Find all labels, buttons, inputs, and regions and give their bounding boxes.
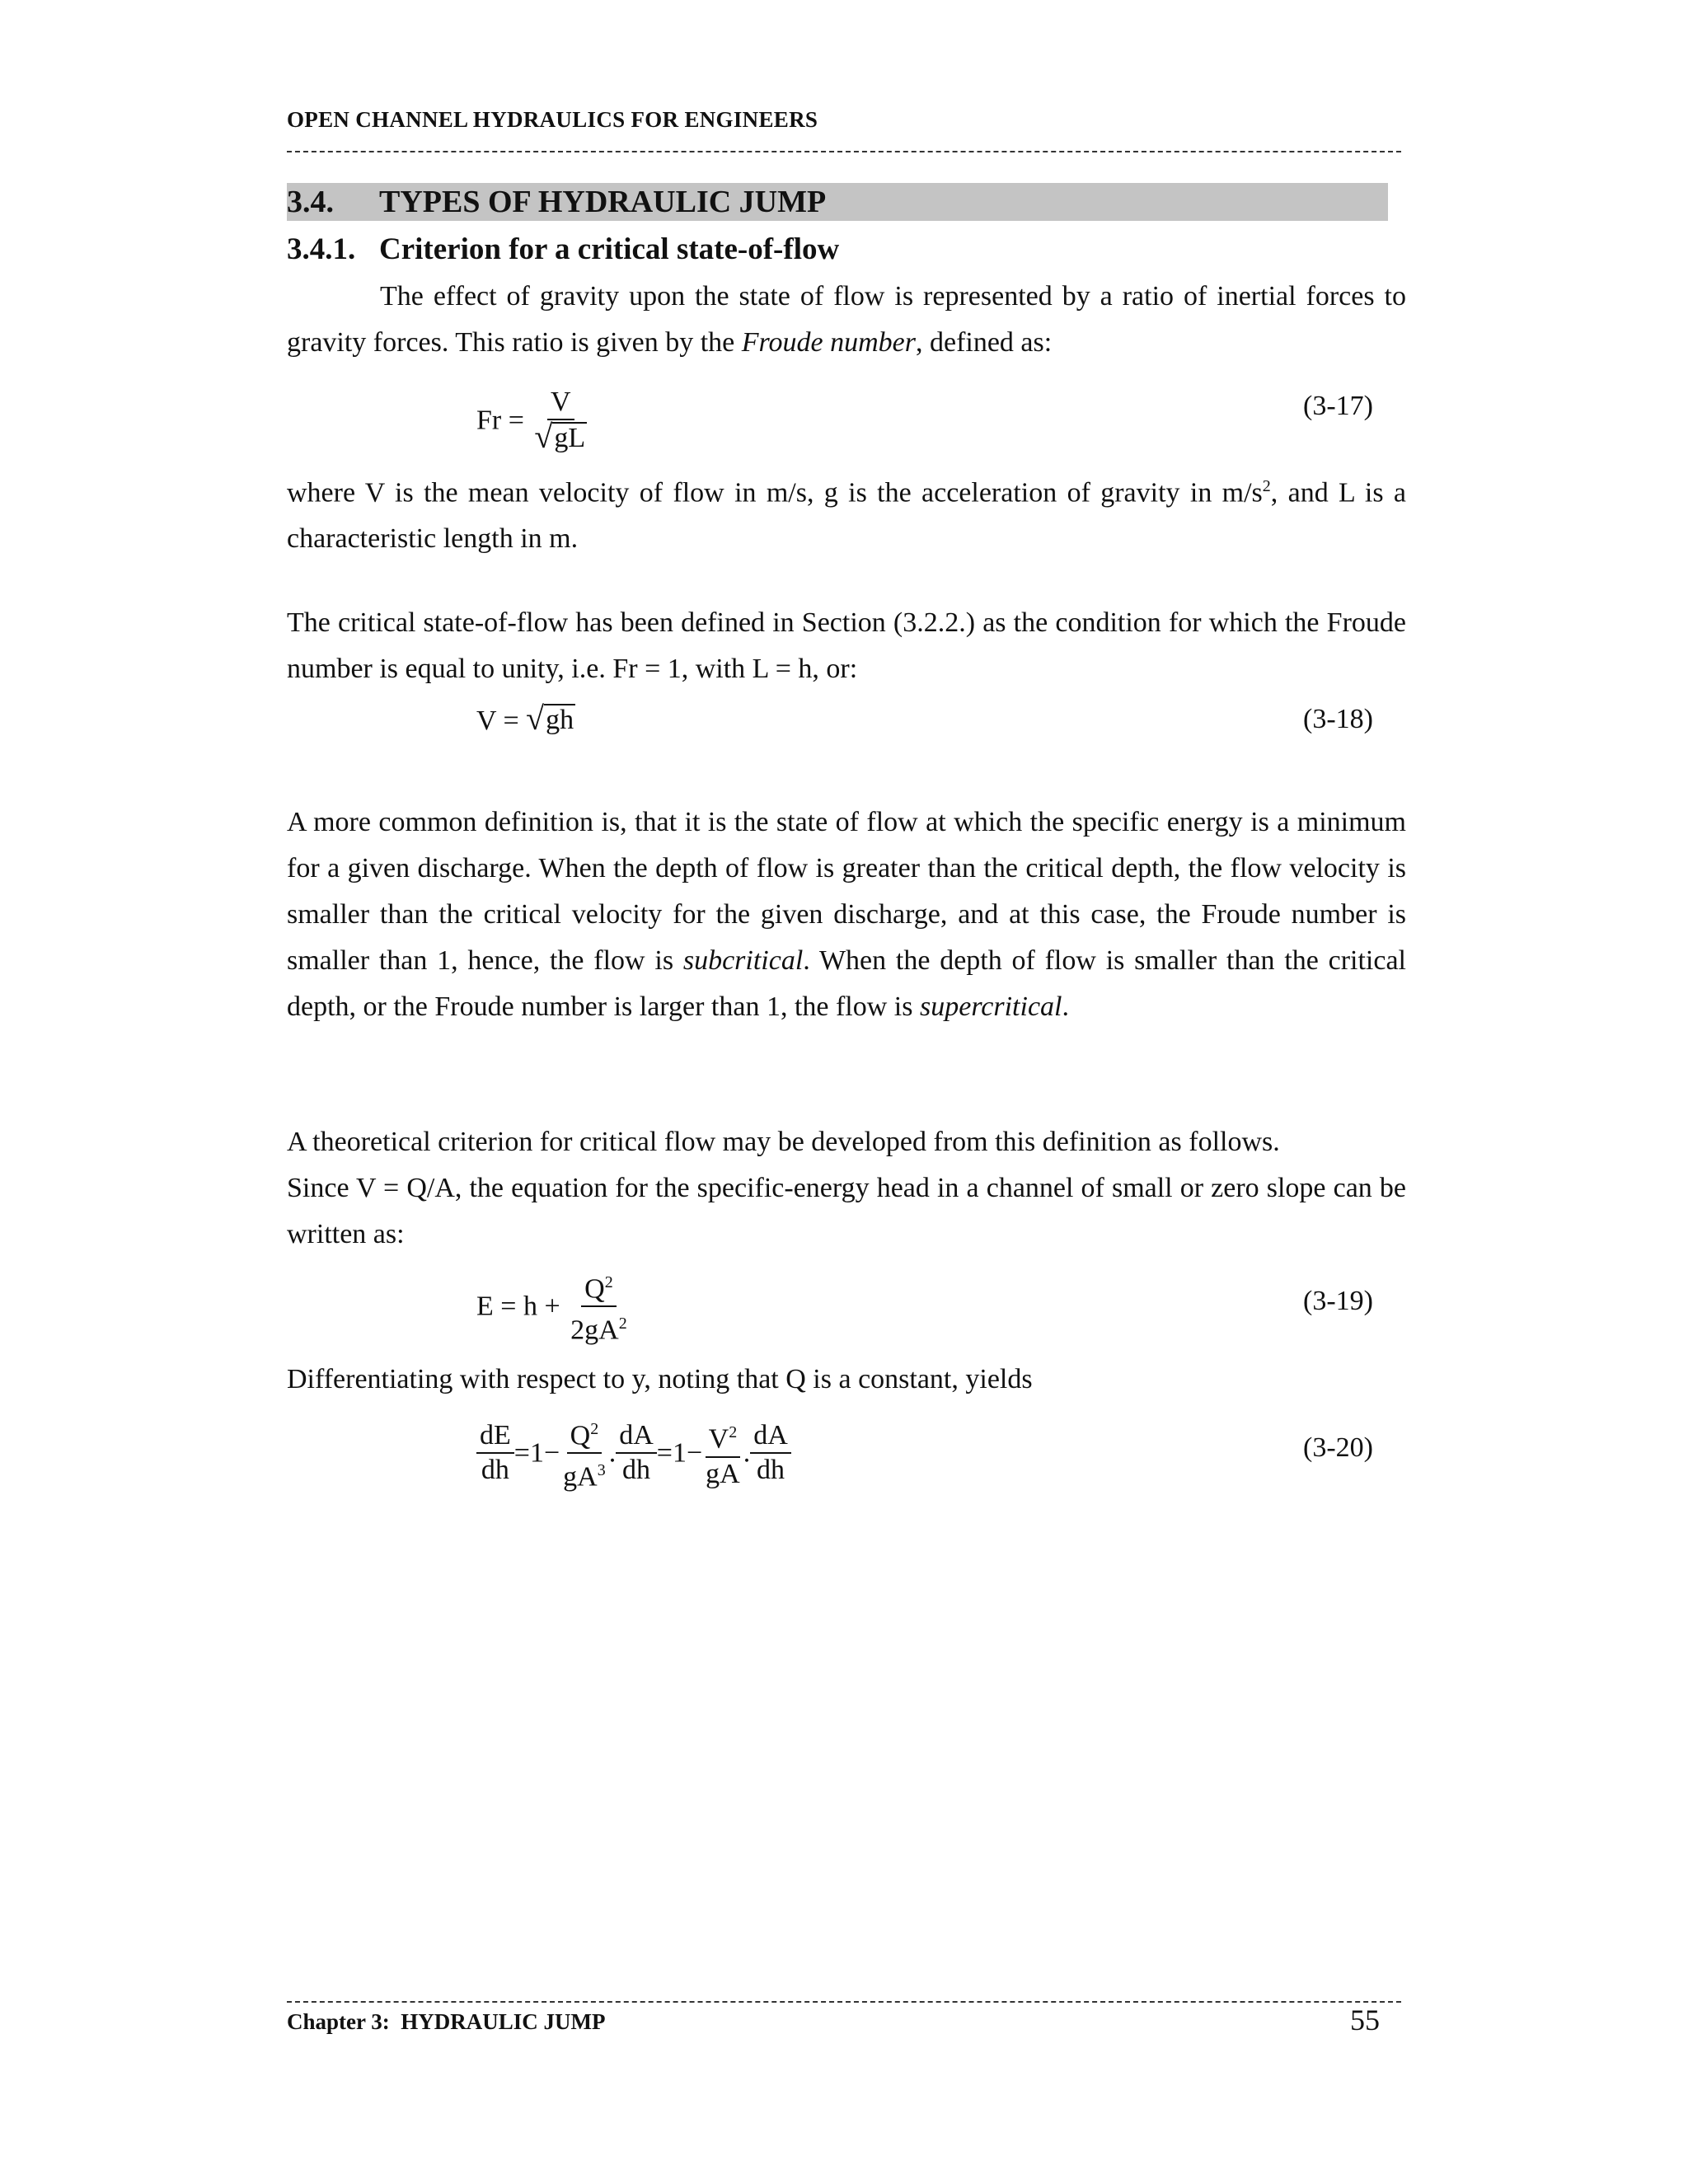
eq17-lhs: Fr = bbox=[476, 405, 524, 436]
para6-text: Differentiating with respect to y, noting that Q is a constant, yields bbox=[287, 1364, 1033, 1394]
para1-text-before: The effect of gravity upon the state of flow is represented by a ratio of inertial forces to gravity forces. This ratio is given by the bbox=[287, 281, 1406, 358]
eq20-f3-den: dh bbox=[621, 1455, 650, 1486]
equation-3-19 bbox=[476, 1266, 631, 1347]
eq20-f1-den: dh bbox=[481, 1455, 509, 1486]
eq18-lhs: V = bbox=[476, 705, 519, 736]
eq19-num-sup: 2 bbox=[604, 1273, 613, 1291]
eq20-f2-den bbox=[560, 1454, 609, 1493]
eq20-f2-den-sup: 3 bbox=[597, 1461, 606, 1480]
paragraph-theoretical-criterion bbox=[287, 1119, 1406, 1258]
eq20-fraction-dA-dh bbox=[616, 1419, 657, 1487]
eq20-f1-num: dE bbox=[476, 1419, 514, 1454]
equation-label-3-17: (3-17) bbox=[1303, 391, 1373, 421]
eq20-f4-num bbox=[706, 1416, 741, 1457]
para4-text-a: A more common definition is, that it is the state of flow at which the specific energy is a minimum for a given discharge. When the depth of flow is greater than the critical depth, the flow velocity is smaller than the critical velocity for the given discharge, and at this case, the Froude number is smaller than 1, hence, the flow is bbox=[287, 807, 1406, 976]
eq19-numerator bbox=[581, 1266, 617, 1307]
froude-number-term: Froude number bbox=[741, 327, 916, 358]
sqrt-symbol: √ gL bbox=[534, 418, 586, 455]
para5-line2: Since V = Q/A, the equation for the specific-energy head in a channel of small or zero slope can be written as: bbox=[287, 1173, 1406, 1249]
eq20-f5-den: dh bbox=[756, 1455, 785, 1486]
eq20-f2-num-sup: 2 bbox=[590, 1420, 599, 1438]
eq20-dot-2: . bbox=[743, 1437, 751, 1469]
para2-text-after: , and L is a characteristic length in m. bbox=[287, 477, 1406, 555]
section-number: 3.4. bbox=[287, 185, 334, 219]
eq18-radicand: gh bbox=[546, 705, 574, 735]
eq19-den-sup: 2 bbox=[618, 1315, 627, 1333]
para3-text: The critical state-of-flow has been defined in Section (3.2.2.) as the condition for which the Froude number is equal to unity, i.e. Fr = 1, with L = h, or: bbox=[287, 607, 1406, 684]
eq19-lhs: E = h + bbox=[476, 1291, 560, 1322]
eq17-denominator bbox=[531, 420, 590, 456]
eq17-numerator: V bbox=[547, 386, 574, 420]
eq17-radicand: gL bbox=[554, 423, 586, 453]
paragraph-froude-intro bbox=[287, 274, 1406, 366]
paragraph-common-definition bbox=[287, 799, 1406, 1030]
eq17-fraction bbox=[531, 386, 590, 456]
eq20-f4-num-base: V bbox=[708, 1423, 729, 1455]
section-title: TYPES OF HYDRAULIC JUMP bbox=[379, 185, 827, 219]
eq20-fraction-dA-dh-2 bbox=[750, 1419, 791, 1487]
page-number: 55 bbox=[1350, 2004, 1380, 2036]
equation-label-3-18: (3-18) bbox=[1303, 704, 1373, 734]
para2-superscript: 2 bbox=[1262, 477, 1271, 495]
header-divider bbox=[287, 151, 1401, 152]
paragraph-critical-state bbox=[287, 600, 1406, 692]
equation-3-20 bbox=[476, 1413, 791, 1494]
eq20-fraction-V2-gA bbox=[702, 1416, 743, 1490]
subsection-number: 3.4.1. bbox=[287, 232, 356, 266]
footer-divider bbox=[287, 2001, 1401, 2003]
supercritical-term: supercritical bbox=[920, 991, 1062, 1022]
eq20-fraction-Q2-gA3 bbox=[560, 1413, 609, 1494]
running-header: OPEN CHANNEL HYDRAULICS FOR ENGINEERS bbox=[287, 107, 818, 132]
equation-label-3-20: (3-20) bbox=[1303, 1432, 1373, 1463]
para1-text-after: , defined as: bbox=[915, 327, 1053, 358]
eq19-fraction bbox=[567, 1266, 631, 1347]
eq20-f2-num bbox=[567, 1413, 603, 1454]
equation-3-17 bbox=[476, 386, 590, 456]
eq19-num-base: Q bbox=[584, 1273, 605, 1305]
eq20-f5-num: dA bbox=[750, 1419, 791, 1454]
eq20-fraction-dE-dh bbox=[476, 1419, 514, 1487]
eq20-f3-num: dA bbox=[616, 1419, 657, 1454]
eq20-equals-one-minus-2: =1− bbox=[656, 1437, 703, 1469]
subcritical-term: subcritical bbox=[682, 945, 804, 976]
para4-text-b: . When the depth of flow is smaller than the critical depth, or the Froude number is larger than 1, the flow is bbox=[287, 945, 1407, 1022]
eq20-f4-den: gA bbox=[706, 1458, 740, 1489]
eq20-dot: . bbox=[608, 1437, 617, 1469]
eq20-f2-num-base: Q bbox=[570, 1420, 591, 1451]
footer-chapter-title: Chapter 3: HYDRAULIC JUMP bbox=[287, 2009, 606, 2034]
eq20-f4-num-sup: 2 bbox=[729, 1423, 738, 1442]
para4-text-c: . bbox=[1062, 991, 1069, 1022]
eq20-f2-den-base: gA bbox=[563, 1461, 598, 1493]
subsection-title: Criterion for a critical state-of-flow bbox=[379, 232, 840, 266]
paragraph-differentiating bbox=[287, 1357, 1406, 1403]
equation-label-3-19: (3-19) bbox=[1303, 1286, 1373, 1316]
eq20-equals-one-minus: =1− bbox=[513, 1437, 560, 1469]
para5-line1: A theoretical criterion for critical flow may be developed from this definition as follows. bbox=[287, 1127, 1280, 1157]
paragraph-variable-definitions bbox=[287, 463, 1406, 562]
eq19-denominator bbox=[567, 1307, 631, 1347]
equation-3-18 bbox=[476, 702, 575, 737]
eq19-den-base: 2gA bbox=[570, 1315, 619, 1346]
sqrt-symbol: √ gh bbox=[526, 700, 574, 737]
para2-text-before: where V is the mean velocity of flow in m/s, g is the acceleration of gravity in m/s bbox=[287, 477, 1263, 509]
